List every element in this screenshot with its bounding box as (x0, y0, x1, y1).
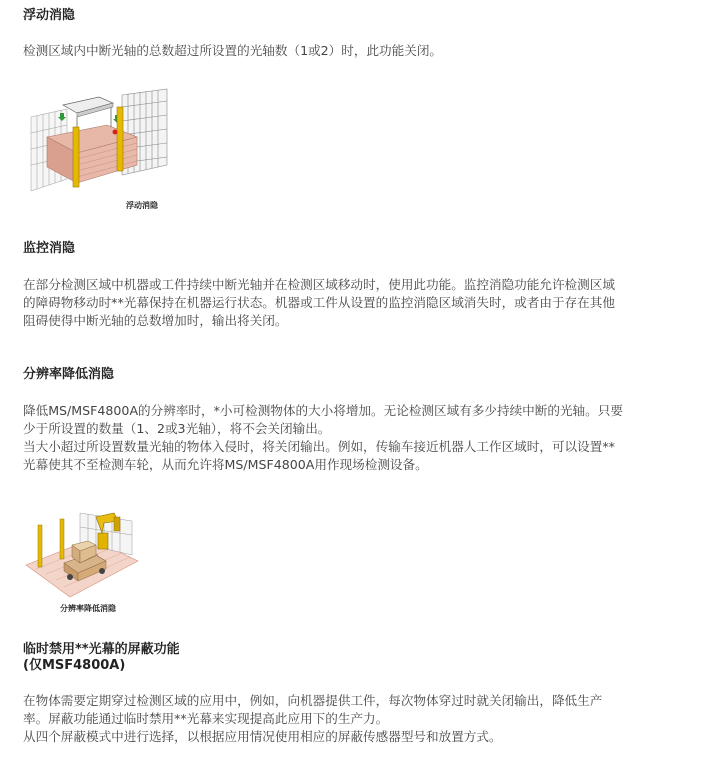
text-line: 在物体需要定期穿过检测区域的应用中，例如，向机器提供工件，每次物体穿过时就关闭输出，降低生产 (23, 693, 603, 708)
section-text-muting (23, 692, 703, 746)
floating-blanking-figure (27, 87, 171, 211)
text-line: 阻碍使得中断光轴的总数增加时，输出将关闭。 (23, 313, 288, 328)
floating-blanking-illustration (27, 87, 171, 211)
text-line: 率。屏蔽功能通过临时禁用**光幕来实现提高此应用下的生产力。 (23, 711, 389, 726)
section-title-reduced-resolution: 分辨率降低消隐 (23, 367, 115, 382)
reduced-resolution-figure (22, 505, 140, 615)
section-title-muting-line1: 临时禁用**光幕的屏蔽功能 (23, 642, 180, 657)
section-title-muting-line2: (仅MSF4800A) (23, 658, 126, 673)
figure-caption: 分辨率降低消隐 (60, 604, 116, 613)
text-line: 光幕使其不至检测车轮，从而允许将MS/MSF4800A用作现场检测设备。 (23, 457, 428, 472)
section-text-reduced-resolution (23, 402, 703, 474)
text-line: 检测区域内中断光轴的总数超过所设置的光轴数（1或2）时，此功能关闭。 (23, 43, 443, 58)
section-title-monitored-blanking: 监控消隐 (23, 241, 76, 256)
section-text-monitored-blanking (23, 276, 703, 330)
text-line: 当大小超过所设置数量光轴的物体入侵时，将关闭输出。例如，传输车接近机器人工作区域时，可以设置** (23, 439, 615, 454)
reduced-resolution-illustration (22, 505, 140, 615)
text-line: 少于所设置的数量（1、2或3光轴），将不会关闭输出。 (23, 421, 331, 436)
figure-caption: 浮动消隐 (126, 201, 158, 210)
text-line: 降低MS/MSF4800A的分辨率时，*小可检测物体的大小将增加。无论检测区域有多少持续中断的光轴。只要 (23, 403, 623, 418)
text-line: 在部分检测区域中机器或工件持续中断光轴并在检测区域移动时，使用此功能。监控消隐功能允许检测区域 (23, 277, 615, 292)
section-title-floating-blanking: 浮动消隐 (23, 8, 76, 23)
section-text-floating-blanking (23, 42, 703, 60)
text-line: 从四个屏蔽模式中进行选择，以根据应用情况使用相应的屏蔽传感器型号和放置方式。 (23, 729, 502, 744)
text-line: 的障碍物移动时**光幕保持在机器运行状态。机器或工件从设置的监控消隐区域消失时，或者由于存在其他 (23, 295, 615, 310)
